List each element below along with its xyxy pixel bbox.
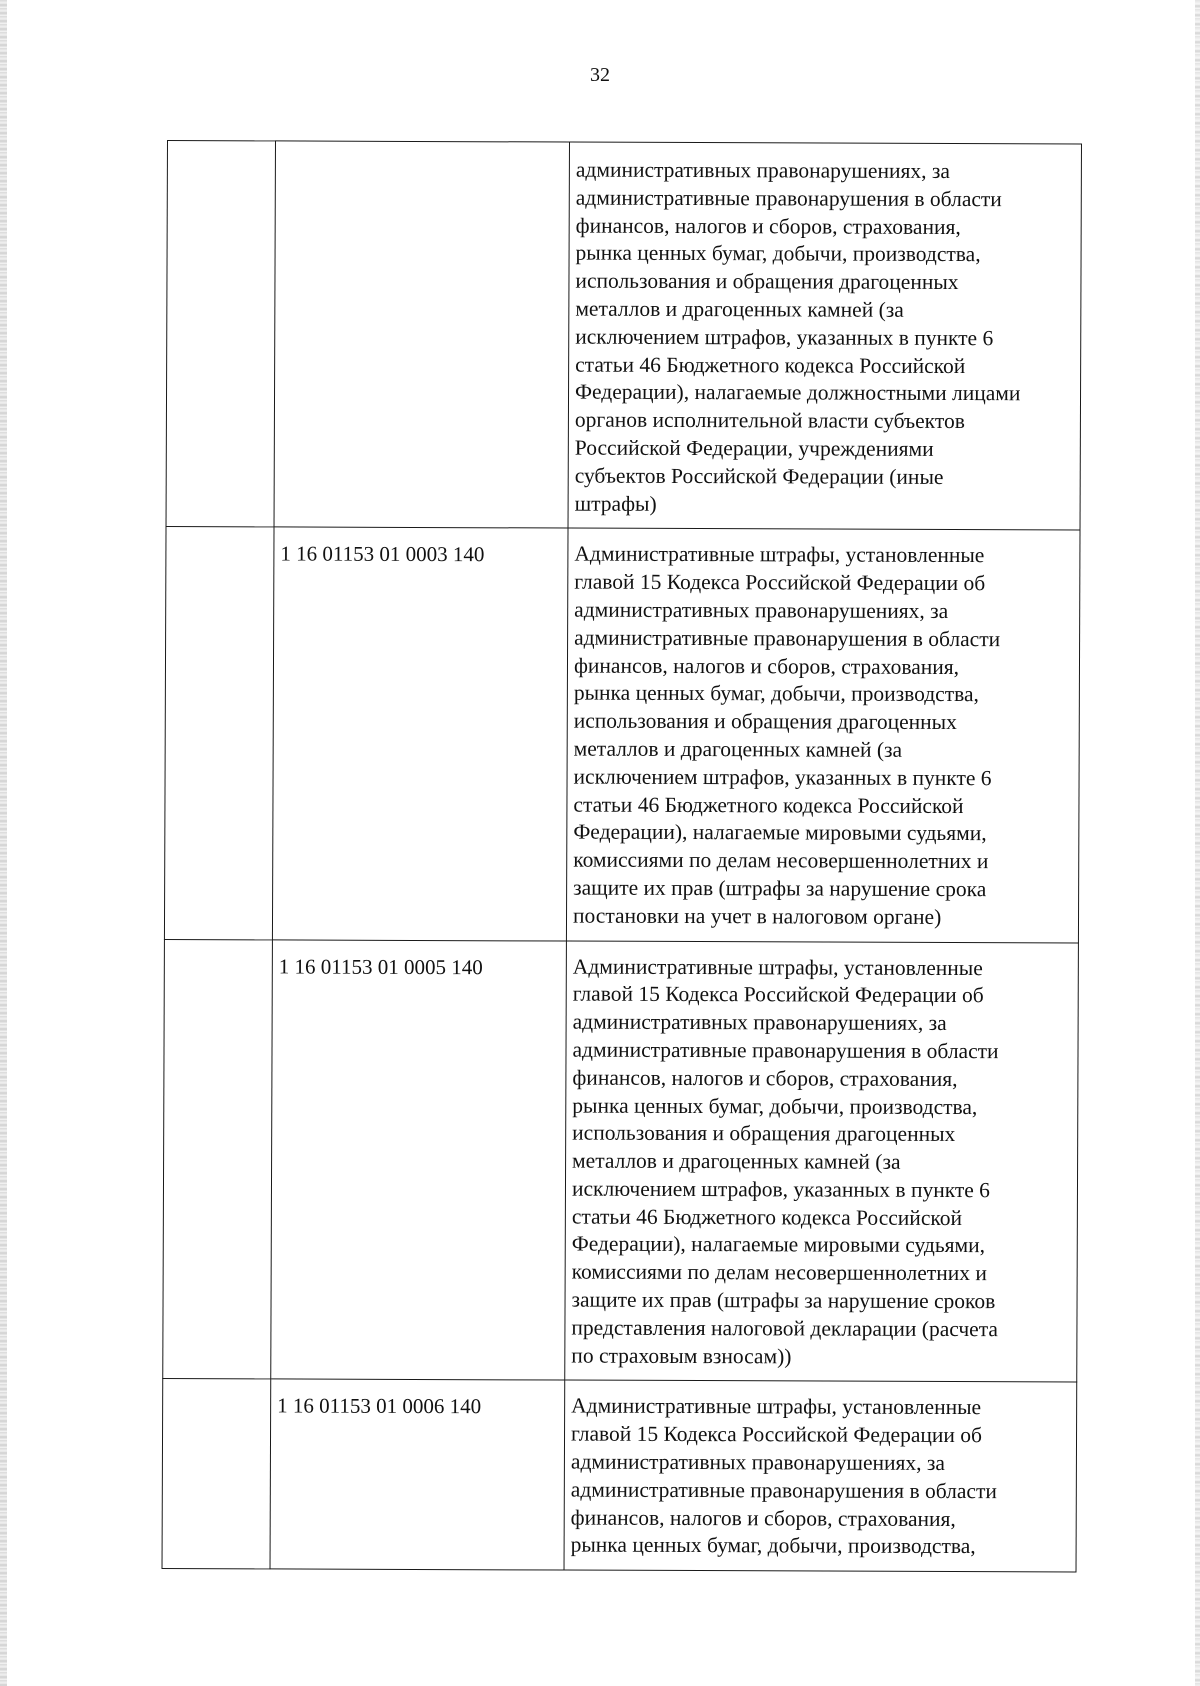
table-cell-description	[568, 142, 1081, 530]
scan-edge-left	[0, 0, 7, 1686]
scan-edge-right	[1195, 0, 1200, 1686]
table-cell-code	[274, 141, 569, 528]
table-row	[162, 1379, 1077, 1572]
table-row	[163, 939, 1079, 1382]
table-cell-empty	[166, 141, 275, 528]
table-cell-code	[271, 939, 567, 1380]
page-number: 32	[590, 64, 610, 86]
table-cell-description	[564, 1381, 1077, 1573]
table-cell-description	[566, 528, 1080, 942]
budget-code: 1 16 01153 01 0003 140	[280, 541, 485, 567]
budget-classification-table	[162, 140, 1082, 1573]
income-description: Административные штрафы, установленные главой 15 Кодекса Российской Федерации об административных правонарушениях, за административные правонарушения в области финансов, налогов и сборов, страхования, рынка ценных бумаг, добычи, производства, использования и обращения драгоценных металлов и драгоценных камней (за исключением штрафов, указанных в пункте 6 статьи 46 Бюджетного кодекса Российской Федерации), налагаемые мировыми судьями, комиссиями по делам несовершеннолетних и защите их прав (штрафы за нарушение срока постановки на учет в налоговом органе)	[572, 541, 1001, 929]
income-description: административных правонарушениях, за административные правонарушения в области финансов, налогов и сборов, страхования, рынка ценных бумаг, добычи, производства, использования и обращения драгоценных металлов и драгоценных камней (за исключением штрафов, указанных в пункте 6 статьи 46 Бюджетного кодекса Российской Федерации), налагаемые должностными лицами органов исполнительной власти субъектов Российской Федерации, учреждениями субъектов Российской Федерации (иные штрафы)	[574, 157, 1021, 516]
table-cell-code	[270, 1379, 565, 1570]
table-cell-empty	[164, 527, 274, 940]
table-row	[166, 141, 1081, 531]
table-cell-empty	[162, 1379, 271, 1569]
table-cell-description	[565, 941, 1079, 1383]
budget-code	[276, 141, 569, 154]
budget-code: 1 16 01153 01 0006 140	[277, 1393, 482, 1419]
income-description: Административные штрафы, установленные главой 15 Кодекса Российской Федерации об административных правонарушениях, за административные правонарушения в области финансов, налогов и сборов, страхования, рынка ценных бумаг, добычи, производства,	[570, 1394, 997, 1559]
table-cell-empty	[163, 939, 273, 1379]
budget-code: 1 16 01153 01 0005 140	[278, 953, 483, 979]
table-row	[164, 527, 1080, 943]
income-description: Административные штрафы, установленные главой 15 Кодекса Российской Федерации об административных правонарушениях, за административные правонарушения в области финансов, налогов и сборов, страхования, рынка ценных бумаг, добычи, производства, использования и обращения драгоценных металлов и драгоценных камней (за исключением штрафов, указанных в пункте 6 статьи 46 Бюджетного кодекса Российской Федерации), налагаемые мировыми судьями, комиссиями по делам несовершеннолетних и защите их прав (штрафы за нарушение сроков представления налоговой декларации (расчета по страховым взносам))	[571, 954, 999, 1369]
table-cell-code	[272, 527, 568, 940]
